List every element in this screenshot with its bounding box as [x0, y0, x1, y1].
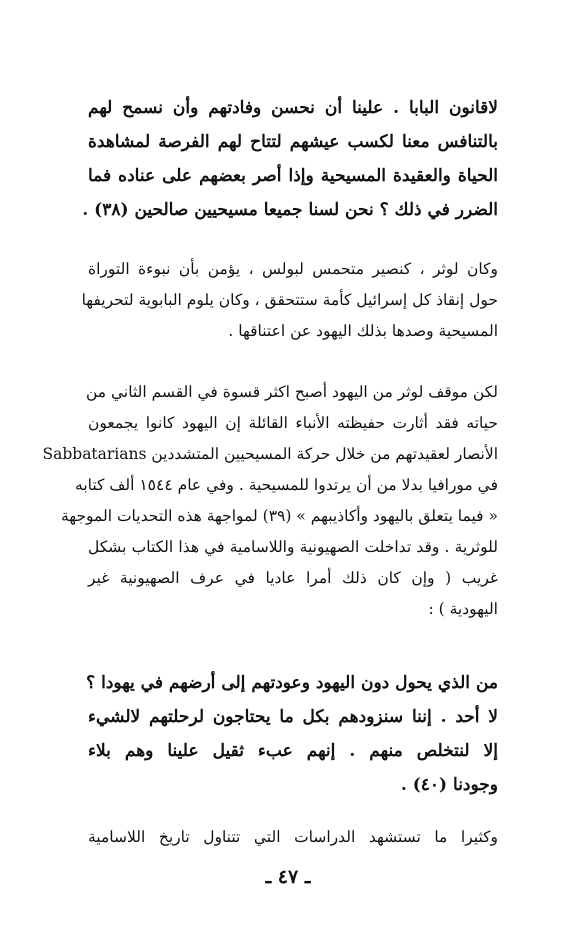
- text-line: بالتنافس معنا لكسب عيشهم لتتاح لهم الفرصة لمشاهدة: [88, 132, 498, 152]
- text-line: لا أحد . إننا سنزودهم بكل ما يحتاجون لرحلتهم لالشيء: [88, 707, 498, 727]
- text-line: حول إنقاذ كل إسرائيل كأمة ستتحقق ، وكان يلوم البابوية لتحريفها: [81, 291, 498, 309]
- text-line: من الذي يحول دون اليهود وعودتهم إلى أرضهم في يهودا ؟: [86, 673, 498, 693]
- text-line: الضرر في ذلك ؟ نحن لسنا جميعا مسيحيين صالحين (٣٨) .: [82, 200, 498, 220]
- text-line: في مورافيا بدلا من أن يرتدوا للمسيحية . وفي عام ١٥٤٤ ألف كتابه: [75, 476, 498, 494]
- text-line: حياته فقد أثارت حفيظته الأنباء القائلة إن اليهود كانوا يجمعون: [88, 414, 498, 432]
- text-line: إلا لنتخلص منهم . إنهم عبء ثقيل علينا وهم بلاء: [88, 741, 498, 761]
- text-line: وكان لوثر ، كنصير متحمس لبولس ، يؤمن بأن نبوءة التوراة: [88, 260, 498, 278]
- text-line: المسيحية وصدها بذلك اليهود عن اعتناقها .: [228, 322, 498, 340]
- paragraph-quote-return: [88, 666, 498, 802]
- text-line: وكثيرا ما تستشهد الدراسات التي تتناول تاريخ اللاسامية: [88, 828, 498, 846]
- text-line: الحياة والعقيدة المسيحية وإذا أصر بعضهم على عناده فما: [88, 166, 498, 186]
- text-line: غريب ( وإن كان ذلك أمرا عاديا في عرف الصهيونية غير: [88, 569, 498, 587]
- paragraph-luther-paul: [81, 254, 498, 347]
- text-line: وجودنا (٤٠) .: [400, 775, 498, 795]
- text-line: للوثرية . وقد تداخلت الصهيونية واللاسامية في هذا الكتاب بشكل: [88, 538, 498, 556]
- text-line: لكن موقف لوثر من اليهود أصبح اكثر قسوة في القسم الثاني من: [85, 383, 498, 401]
- text-line: لاقانون البابا . علينا أن نحسن وفادتهم وأن نسمح لهم: [88, 98, 498, 118]
- page-number: ـ ٤٧ ـ: [265, 866, 311, 888]
- text-line: اليهودية ) :: [428, 600, 498, 618]
- paragraph-antisemitism-studies: [88, 822, 498, 853]
- text-line: « فيما يتعلق باليهود وأكاذيبهم » (٣٩) لمواجهة هذه التحديات الموجهة: [60, 507, 498, 525]
- paragraph-luther-later-life: [42, 377, 498, 625]
- text-line: الأنصار لعقيدتهم من خلال حركة المسيحيين المتشددين Sabbatarians: [42, 445, 498, 463]
- paragraph-quote-luther: [82, 91, 498, 227]
